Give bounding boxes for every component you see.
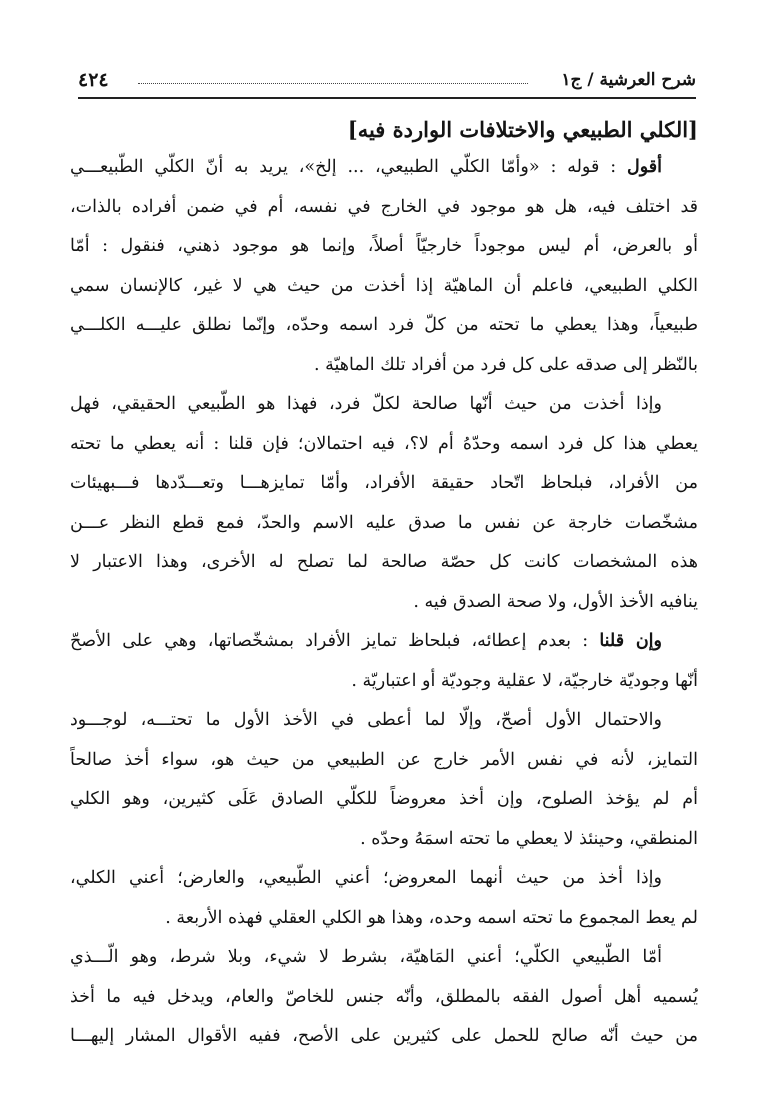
paragraph xyxy=(70,622,698,662)
text-line: من الأفراد، فبلحاظ اتّحاد حقيقة الأفراد، وأمّا تمايزهـــا وتعـــدّدها فـــبهيئات xyxy=(70,473,698,493)
running-title: شرح العرشية / ج١ xyxy=(561,70,696,90)
lead-term: وإن قلنا xyxy=(599,631,662,651)
text-line: بالنّظر إلى صدقه على كل فرد من أفراد تلك الماهيّة . xyxy=(314,354,698,375)
paragraph xyxy=(70,938,698,978)
paragraph xyxy=(70,148,698,188)
text-line: أنّها وجوديّة خارجيّة، لا عقلية وجوديّة أو اعتباريّة . xyxy=(351,670,698,691)
dotted-leader xyxy=(138,83,528,84)
text-line: هذه المشخصات كانت كل حصّة صالحة لما تصلح له الأخرى، وهذا الاعتبار لا xyxy=(70,552,698,572)
header-rule xyxy=(78,97,696,99)
text-line: أم لم يؤخذ الصلوح، وإن أخذ معروضاً للكلّي الصادق عَلَى كثيرين، وهو الكلي xyxy=(70,789,698,809)
text-line: من حيث أنّه صالح للحمل على كثيرين على الأصح، ففيه الأقوال المشار إليهـــا xyxy=(70,1026,698,1046)
text-line: أقول : قوله : «وأمّا الكلّي الطبيعي، ... إلخ»، يريد به أنّ الكلّي الطّبيعـــي xyxy=(70,157,662,177)
text-line: وإذا أخذت من حيث أنّها صالحة لكلّ فرد، فهذا هو الطّبيعي الحقيقي، فهل xyxy=(70,394,662,414)
text-line: والاحتمال الأول أصحّ، وإلّا لما أعطى في الأخذ الأول ما تحتـــه، لوجـــود xyxy=(70,710,662,730)
text-line: التمايز، لأنه في نفس الأمر خارج عن الطبيعي من حيث هو، سواء أخذ صالحاً xyxy=(70,749,698,770)
page-number: ٤٢٤ xyxy=(78,69,109,91)
text-line: أمّا الطّبيعي الكلّي؛ أعني المَاهيّة، بشرط لا شيء، وبلا شرط، وهو الّـــذي xyxy=(70,947,662,967)
text-line: ينافيه الأخذ الأول، ولا صحة الصدق فيه . xyxy=(413,591,698,612)
text-line: قد اختلف فيه، هل هو موجود في الخارج في نفسه، أم في ضمن أفراده بالذات، xyxy=(70,196,698,217)
text-line: وإذا أخذ من حيث أنهما المعروض؛ أعني الطّبيعي، والعارض؛ أعني الكلي، xyxy=(70,868,662,888)
paragraph xyxy=(70,385,698,425)
paragraph xyxy=(70,859,698,899)
text-line: يعطي هذا كل فرد اسمه وحدّهُ أم لا؟، فيه احتمالان؛ فإن قلنا : أنه يعطي ما تحته xyxy=(70,433,698,454)
running-header xyxy=(78,68,696,94)
text-line: أو بالعرض، أم ليس موجوداً خارجيّاً أصلاً، وإنما هو موجود ذهني، فنقول : أمّا xyxy=(70,236,698,256)
section-heading: [الكلي الطبيعي والاختلافات الواردة فيه] xyxy=(347,117,698,142)
body-text xyxy=(70,114,698,1057)
text-line: مشخّصات خارجة عن نفس ما صدق عليه الاسم والحدّ، فمع قطع النظر عـــن xyxy=(70,512,698,533)
text-line: الكلي الطبيعي، فاعلم أن الماهيّة إذا أخذت من حيث هي لا غير، كالإنسان سمي xyxy=(70,275,698,296)
text-line: وإن قلنا : بعدم إعطائه، فبلحاظ تمايز الأفراد بمشخّصاتها، وهي على الأصحّ xyxy=(70,631,662,651)
lead-term: أقول xyxy=(627,157,662,177)
text-line: المنطقي، وحينئذ لا يعطي ما تحته اسمَهُ وحدّه . xyxy=(360,828,698,849)
text-line: لم يعط المجموع ما تحته اسمه وحده، وهذا هو الكلي العقلي فهذه الأربعة . xyxy=(165,907,698,928)
text-line: طبيعياً، وهذا يعطي ما تحته من كلّ فرد اسمه وحدّه، وإنّما نطلق عليـــه الكلـــي xyxy=(70,315,698,335)
text-line: يُسميه أهل أصول الفقه بالمطلق، وأنّه جنس للخاصّ والعام، ويدخل فيه ما أخذ xyxy=(70,986,698,1007)
paragraph xyxy=(70,701,698,741)
